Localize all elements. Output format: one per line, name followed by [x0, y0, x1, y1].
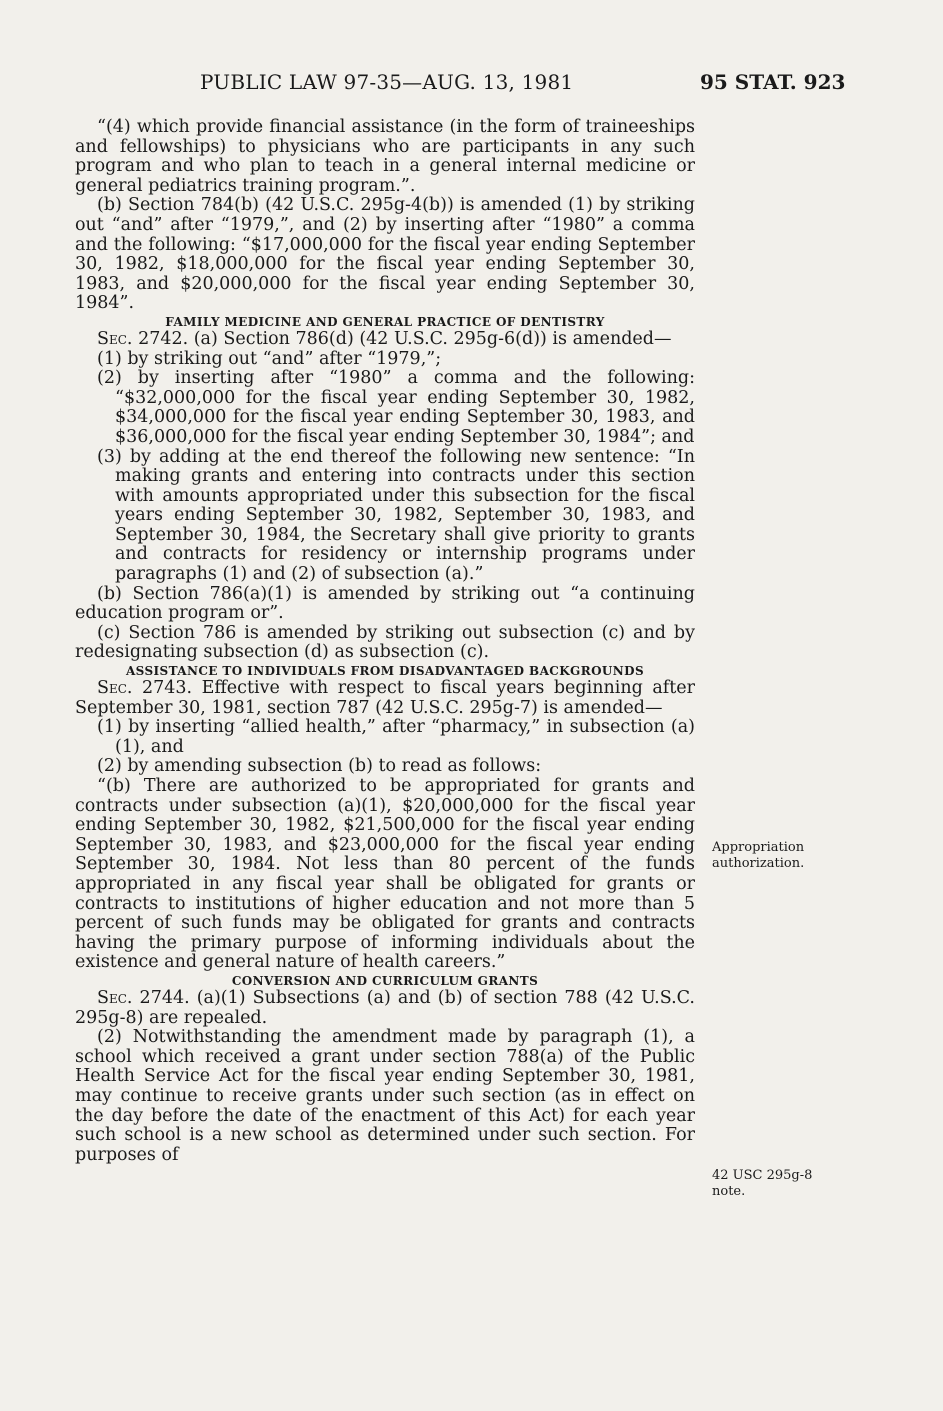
stat-page-number: 95 STAT. 923: [700, 70, 846, 94]
list-item: (2) by inserting after “1980” a comma and the following: “$32,000,000 for the fiscal year ending September 30, 1982, $34,000,000 for the fiscal year ending September 30, 1983, and $36,000,000 for the fiscal year ending September 30, 1984”; and: [97, 368, 695, 447]
list-item: (3) by adding at the end thereof the following new sentence: “In making grants and entering into contracts under this section with amounts appropriated under this subsection for the fiscal years ending September 30, 1982, September 30, 1983, and September 30, 1984, the Secretary shall give priority to grants and contracts for residency or internship programs under paragraphs (1) and (2) of subsection (a).”: [97, 446, 695, 585]
list-item: (2) by amending subsection (b) to read as follows:: [97, 756, 542, 777]
section-2744: [75, 989, 695, 1028]
section-2743: [75, 679, 695, 718]
page-title: PUBLIC LAW 97-35—AUG. 13, 1981: [200, 70, 574, 94]
section-text: 2743. Effective with respect to fiscal years beginning after September 30, 1981, section 787 (42 U.S.C. 295g-7) is amended—: [75, 678, 695, 718]
section-label: Sec.: [97, 678, 133, 699]
paragraph-b: (b) Section 786(a)(1) is amended by striking out “a continuing education program or”.: [75, 583, 695, 624]
section-heading: ASSISTANCE TO INDIVIDUALS FROM DISADVANTAGED BACKGROUNDS: [125, 664, 645, 679]
paragraph-b: (b) Section 784(b) (42 U.S.C. 295g-4(b)) is amended (1) by striking out “and” after “1979,”, and (2) by inserting after “1980” a comma and the following: “$17,000,000 for the fiscal year ending September 30, 1982, $18,000,000 for the fiscal year ending September 30, 1983, and $20,000,000 for the fiscal year ending September 30, 1984”.: [75, 195, 695, 314]
quoted-subsection-b: “(b) There are authorized to be appropriated for grants and contracts under subsection (a)(1), $20,000,000 for the fiscal year ending September 30, 1982, $21,500,000 for the fiscal year ending September 30, 1983, and $23,000,000 for the fiscal year ending September 30, 1984. Not less than 80 percent of the funds appropriated in any fiscal year shall be obligated for grants or contracts to institutions of higher education and not more than 5 percent of such funds may be obligated for grants and contracts having the primary purpose of informing individuals about the existence and general nature of health careers.”: [75, 776, 695, 973]
paragraph-4: “(4) which provide financial assistance (in the form of traineeships and fellowships) to physicians who are participants in any such program and who plan to teach in a general internal medicine or general pediatrics training program.”.: [75, 117, 695, 196]
margin-note-usc: 42 USC 295g-8 note.: [712, 1168, 813, 1199]
section-text: 2744. (a)(1) Subsections (a) and (b) of section 788 (42 U.S.C. 295g-8) are repealed.: [75, 987, 695, 1028]
section-text: 2742. (a) Section 786(d) (42 U.S.C. 295g-6(d)) is amended—: [132, 328, 672, 349]
list-item: (1) by striking out “and” after “1979,”;: [97, 348, 442, 369]
document-body: [75, 118, 695, 1165]
section-2742: [75, 330, 695, 350]
paragraph-2: (2) Notwithstanding the amendment made by paragraph (1), a school which received a grant under section 788(a) of the Public Health Service Act for the fiscal year ending September 30, 1981, may continue to receive grants under such section (as in effect on the day before the date of the enactment of this Act) for each year such school is a new school as determined under such section. For purposes of: [75, 1027, 695, 1165]
paragraph-c: (c) Section 786 is amended by striking out subsection (c) and by redesignating subsection (d) as subsection (c).: [75, 622, 695, 663]
page-header: [0, 70, 943, 104]
list-item: (1) by inserting “allied health,” after “pharmacy,” in subsection (a)(1), and: [97, 717, 695, 757]
margin-note-appropriation: Appropriation authorization.: [712, 840, 805, 871]
section-heading: FAMILY MEDICINE AND GENERAL PRACTICE OF DENTISTRY: [165, 314, 605, 329]
section-heading: CONVERSION AND CURRICULUM GRANTS: [231, 973, 539, 988]
section-label: Sec.: [97, 987, 133, 1008]
section-label: Sec.: [97, 328, 133, 349]
